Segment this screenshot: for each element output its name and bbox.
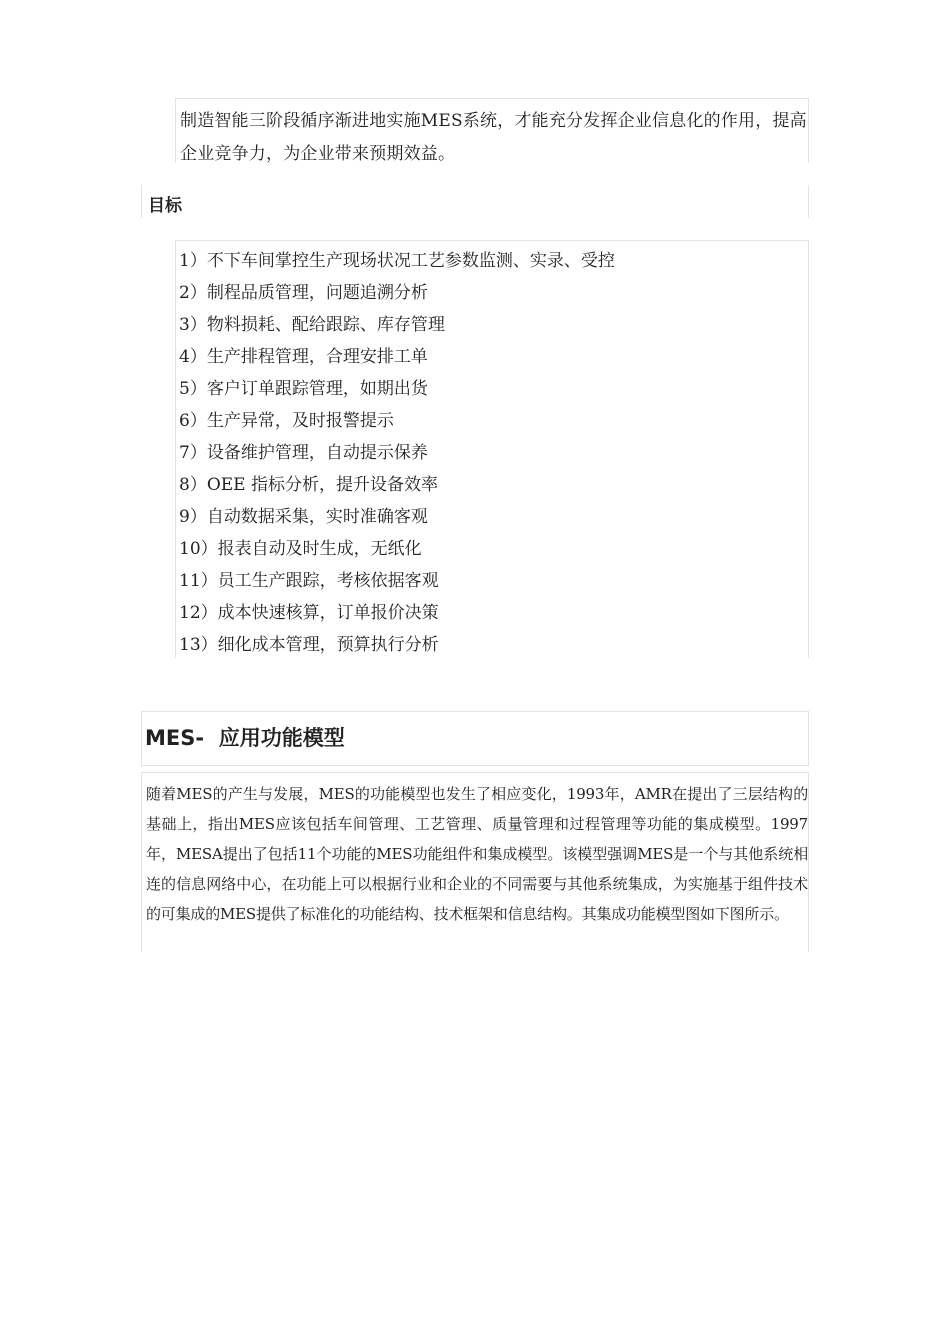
mes-paragraph: 随着MES的产生与发展，MES的功能模型也发生了相应变化，1993年，AMR在提出了三层结构的基础上，指出MES应该包括车间管理、工艺管理、质量管理和过程管理等功能的集成模型。1997年，MESA提出了包括11个功能的MES功能组件和集成模型。该模型强调MES是一个与其他系统相连的信息网络中心，在功能上可以根据行业和企业的不同需要与其他系统集成，为实施基于组件技术的可集成的MES提供了标准化的功能结构、技术框架和信息结构。其集成功能模型图如下图所示。 [146,785,808,923]
goals-list [176,241,808,661]
intro-paragraph: 制造智能三阶段循序渐进地实施MES系统，才能充分发挥企业信息化的作用，提高企业竞争力，为企业带来预期效益。 [180,111,807,164]
goal-item: 11）员工生产跟踪，考核依据客观 [179,571,439,591]
goals-heading-section [141,185,809,218]
goal-item: 4）生产排程管理，合理安排工单 [179,347,428,367]
goals-heading: 目标 [148,196,182,216]
goal-item: 5）客户订单跟踪管理，如期出货 [179,379,428,399]
mes-heading: MES- 应用功能模型 [145,726,345,750]
goal-item: 9）自动数据采集，实时准确客观 [179,507,428,527]
goal-item: 2）制程品质管理，问题追溯分析 [179,283,428,303]
mes-heading-section [141,711,809,766]
goal-item: 12）成本快速核算，订单报价决策 [179,603,439,623]
goal-item: 3）物料损耗、配给跟踪、库存管理 [179,315,445,335]
goal-item: 6）生产异常，及时报警提示 [179,411,394,431]
goal-item: 7）设备维护管理，自动提示保养 [179,443,428,463]
goal-item: 10）报表自动及时生成，无纸化 [179,539,422,559]
goal-item: 13）细化成本管理，预算执行分析 [179,635,439,655]
goal-item: 1）不下车间掌控生产现场状况工艺参数监测、实录、受控 [179,251,615,271]
mes-body-section [141,772,809,952]
intro-section [175,98,809,163]
goal-item: 8）OEE 指标分析，提升设备效率 [179,475,438,495]
goals-list-section [175,240,809,658]
